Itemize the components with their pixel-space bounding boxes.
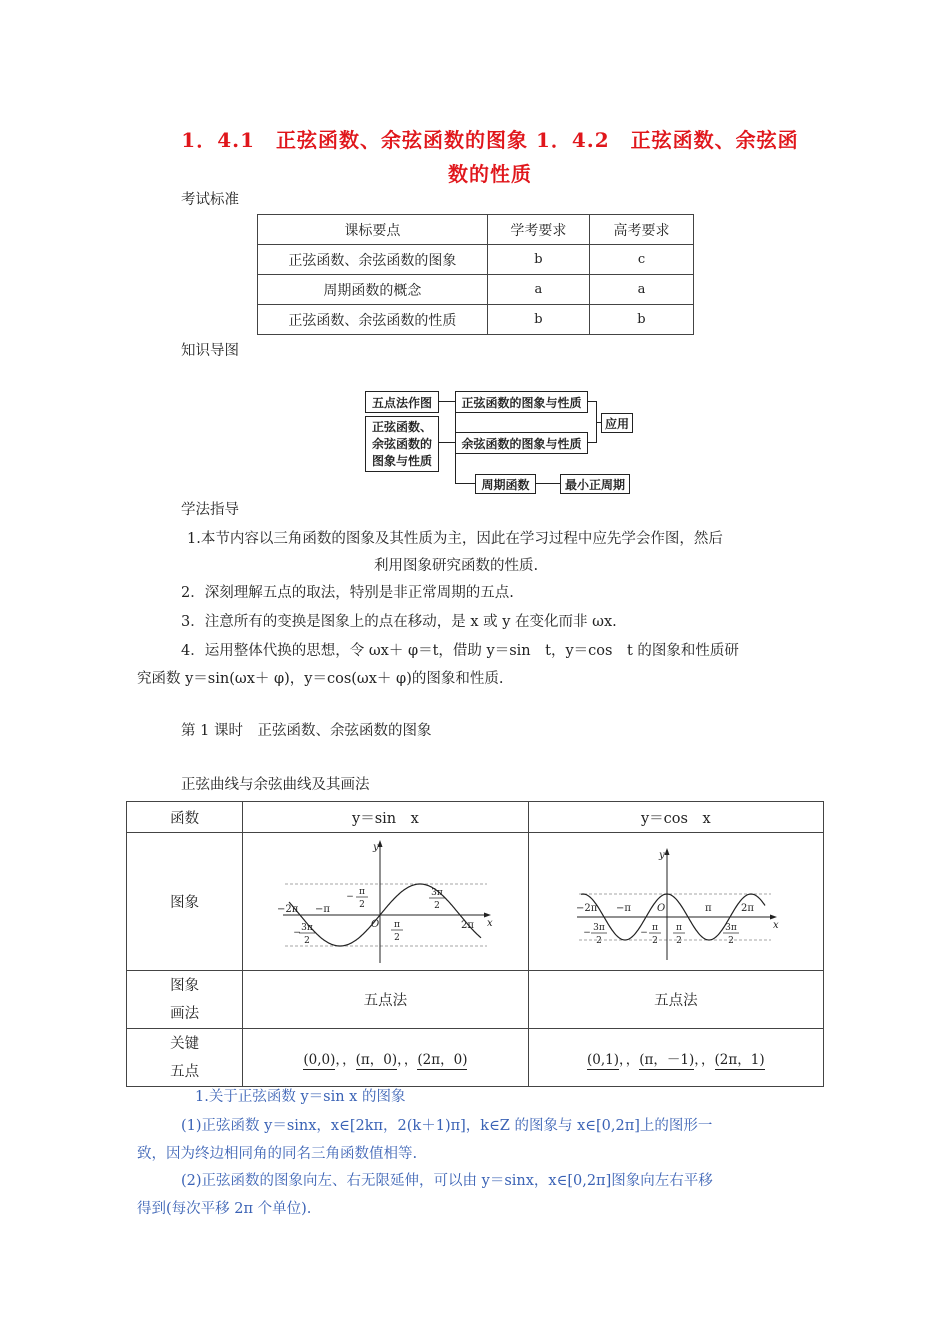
main-box-line: 图象与性质: [371, 453, 432, 468]
tick-label: 2: [359, 899, 366, 910]
min-period-box: 最小正周期: [560, 474, 630, 494]
tick-label: π: [359, 886, 366, 897]
tick-label: 3π: [593, 922, 605, 933]
note-1a: (1)正弦函数 y＝sinx，x∈[2kπ，2(k＋1)π]，k∈Z 的图象与 x∈[0,2π]上的图形一: [181, 1118, 713, 1134]
tick-label: −: [640, 927, 648, 938]
guide-item-4b: 究函数 y＝sin(ωx＋ φ)，y＝cos(ωx＋ φ)的图象和性质.: [137, 671, 504, 687]
sin-cos-main-box: [365, 416, 439, 472]
lesson-subheading: 正弦曲线与余弦曲线及其画法: [181, 777, 370, 793]
tick-label: −: [583, 927, 591, 938]
note-1b: 致，因为终边相同角的同名三角函数值相等.: [137, 1146, 418, 1162]
key-point: (2π，1): [714, 1051, 765, 1068]
curve-table: [126, 801, 824, 1087]
tick-label: 2: [434, 900, 441, 911]
row-label-line: 图象: [170, 977, 200, 994]
tick-label: π: [704, 902, 712, 914]
tick-label: 2: [394, 932, 401, 943]
five-point-box: 五点法作图: [365, 391, 439, 413]
table-header: 高考要求: [589, 215, 693, 245]
tick-label: π: [651, 922, 658, 933]
sin-graph-box: 正弦函数的图象与性质: [455, 391, 588, 413]
apply-box: 应用: [601, 413, 633, 433]
table-row: [258, 275, 694, 305]
exam-standard-heading: 考试标准: [181, 192, 239, 208]
guide-item-4a: 4．运用整体代换的思想，令 ωx＋ φ＝t，借助 y＝sin t，y＝cos t 的图象和性质研: [181, 643, 739, 659]
origin-label: O: [656, 902, 666, 914]
cos-curve-graph: [571, 838, 781, 966]
tick-label: −2π: [277, 903, 299, 915]
key-point: (2π，0): [417, 1051, 468, 1068]
table-row: [258, 215, 694, 245]
table-cell: 周期函数的概念: [258, 275, 488, 305]
table-row: [258, 305, 694, 335]
tick-label: 3π: [301, 922, 314, 933]
tick-label: 2: [727, 935, 734, 946]
table-cell: b: [487, 245, 589, 275]
tick-label: 2π: [740, 902, 754, 914]
sin-key-points: [243, 1029, 528, 1087]
sin-curve-graph: [275, 838, 495, 966]
origin-label: O: [371, 918, 380, 930]
note-2b: 得到(每次平移 2π 个单位).: [137, 1201, 312, 1217]
guide-item-1a: 1.本节内容以三角函数的图象及其性质为主，因此在学习过程中应先学会作图，然后: [187, 531, 723, 547]
separator: ，，: [619, 1051, 640, 1068]
table-cell: b: [589, 305, 693, 335]
table-header: 函数: [127, 802, 243, 833]
tick-label: 2π: [461, 919, 475, 931]
lesson-heading: 第 1 课时 正弦函数、余弦函数的图象: [181, 723, 432, 739]
cos-graph-cell: [528, 833, 823, 971]
tick-label: 2: [304, 935, 311, 946]
guide-item-1b: 利用图象研究函数的性质.: [374, 558, 539, 574]
guide-item-3: 3．注意所有的变换是图象上的点在移动，是 x 或 y 在变化而非 ωx.: [181, 614, 617, 630]
key-point: (0,1): [587, 1051, 620, 1068]
page-title-line2: 数的性质: [448, 162, 532, 186]
x-axis-label: x: [772, 919, 779, 931]
cos-graph-box: 余弦函数的图象与性质: [455, 432, 588, 454]
tick-label: −π: [315, 903, 331, 915]
y-axis-label: y: [658, 849, 665, 861]
table-cell: 图象: [127, 833, 243, 971]
exam-standard-table: [257, 214, 694, 335]
y-axis-label: y: [373, 841, 380, 853]
key-point: (π，0): [355, 1051, 398, 1068]
periodic-function-box: 周期函数: [475, 474, 536, 494]
knowledge-map-heading: 知识导图: [181, 343, 239, 359]
table-row: [258, 245, 694, 275]
table-cell: a: [487, 275, 589, 305]
guide-item-2: 2．深刻理解五点的取法，特别是非正常周期的五点.: [181, 585, 514, 601]
tick-label: −2π: [575, 902, 598, 914]
tick-label: 2: [595, 935, 602, 946]
tick-label: 2: [651, 935, 658, 946]
cos-key-points: [528, 1029, 823, 1087]
tick-label: −: [346, 891, 355, 902]
knowledge-map-diagram: [360, 385, 640, 497]
table-header: 课标要点: [258, 215, 488, 245]
study-guide-heading: 学法指导: [181, 502, 239, 518]
note-heading: 1.关于正弦函数 y＝sin x 的图象: [195, 1089, 406, 1105]
table-cell: 正弦函数、余弦函数的图象: [258, 245, 488, 275]
note-2a: (2)正弦函数的图象向左、右无限延伸，可以由 y＝sinx，x∈[0,2π]图象向左右平移: [181, 1173, 713, 1189]
table-cell: c: [589, 245, 693, 275]
tick-label: −: [293, 927, 302, 938]
table-row: [127, 1029, 824, 1087]
table-cell: a: [589, 275, 693, 305]
table-cell: 五点法: [243, 971, 528, 1029]
x-axis-label: x: [487, 917, 494, 929]
table-cell: [127, 1029, 243, 1087]
row-label-line: 画法: [170, 1005, 200, 1022]
sin-graph-cell: [243, 833, 528, 971]
table-cell: 正弦函数、余弦函数的性质: [258, 305, 488, 335]
row-label-line: 关键: [170, 1035, 200, 1052]
tick-label: 3π: [725, 922, 737, 933]
cos-label: y＝cos x: [528, 802, 823, 833]
tick-label: π: [675, 922, 682, 933]
sin-label: y＝sin x: [243, 802, 528, 833]
separator: ，，: [397, 1051, 418, 1068]
table-cell: [127, 971, 243, 1029]
page-title-line1: 1．4.1 正弦函数、余弦函数的图象 1．4.2 正弦函数、余弦函: [181, 128, 799, 152]
tick-label: 3π: [431, 887, 444, 898]
table-row: [127, 833, 824, 971]
main-box-line: 余弦函数的: [371, 436, 432, 451]
separator: ，，: [694, 1051, 715, 1068]
separator: ，，: [335, 1051, 356, 1068]
table-cell: b: [487, 305, 589, 335]
key-point: (0,0): [303, 1051, 336, 1068]
table-row: [127, 802, 824, 833]
tick-label: π: [394, 919, 401, 930]
table-cell: 五点法: [528, 971, 823, 1029]
table-header: 学考要求: [487, 215, 589, 245]
tick-label: −π: [615, 902, 631, 914]
tick-label: 2: [675, 935, 682, 946]
key-point: (π，－1): [639, 1051, 695, 1068]
table-row: [127, 971, 824, 1029]
main-box-line: 正弦函数、: [371, 419, 432, 434]
row-label-line: 五点: [170, 1063, 200, 1080]
